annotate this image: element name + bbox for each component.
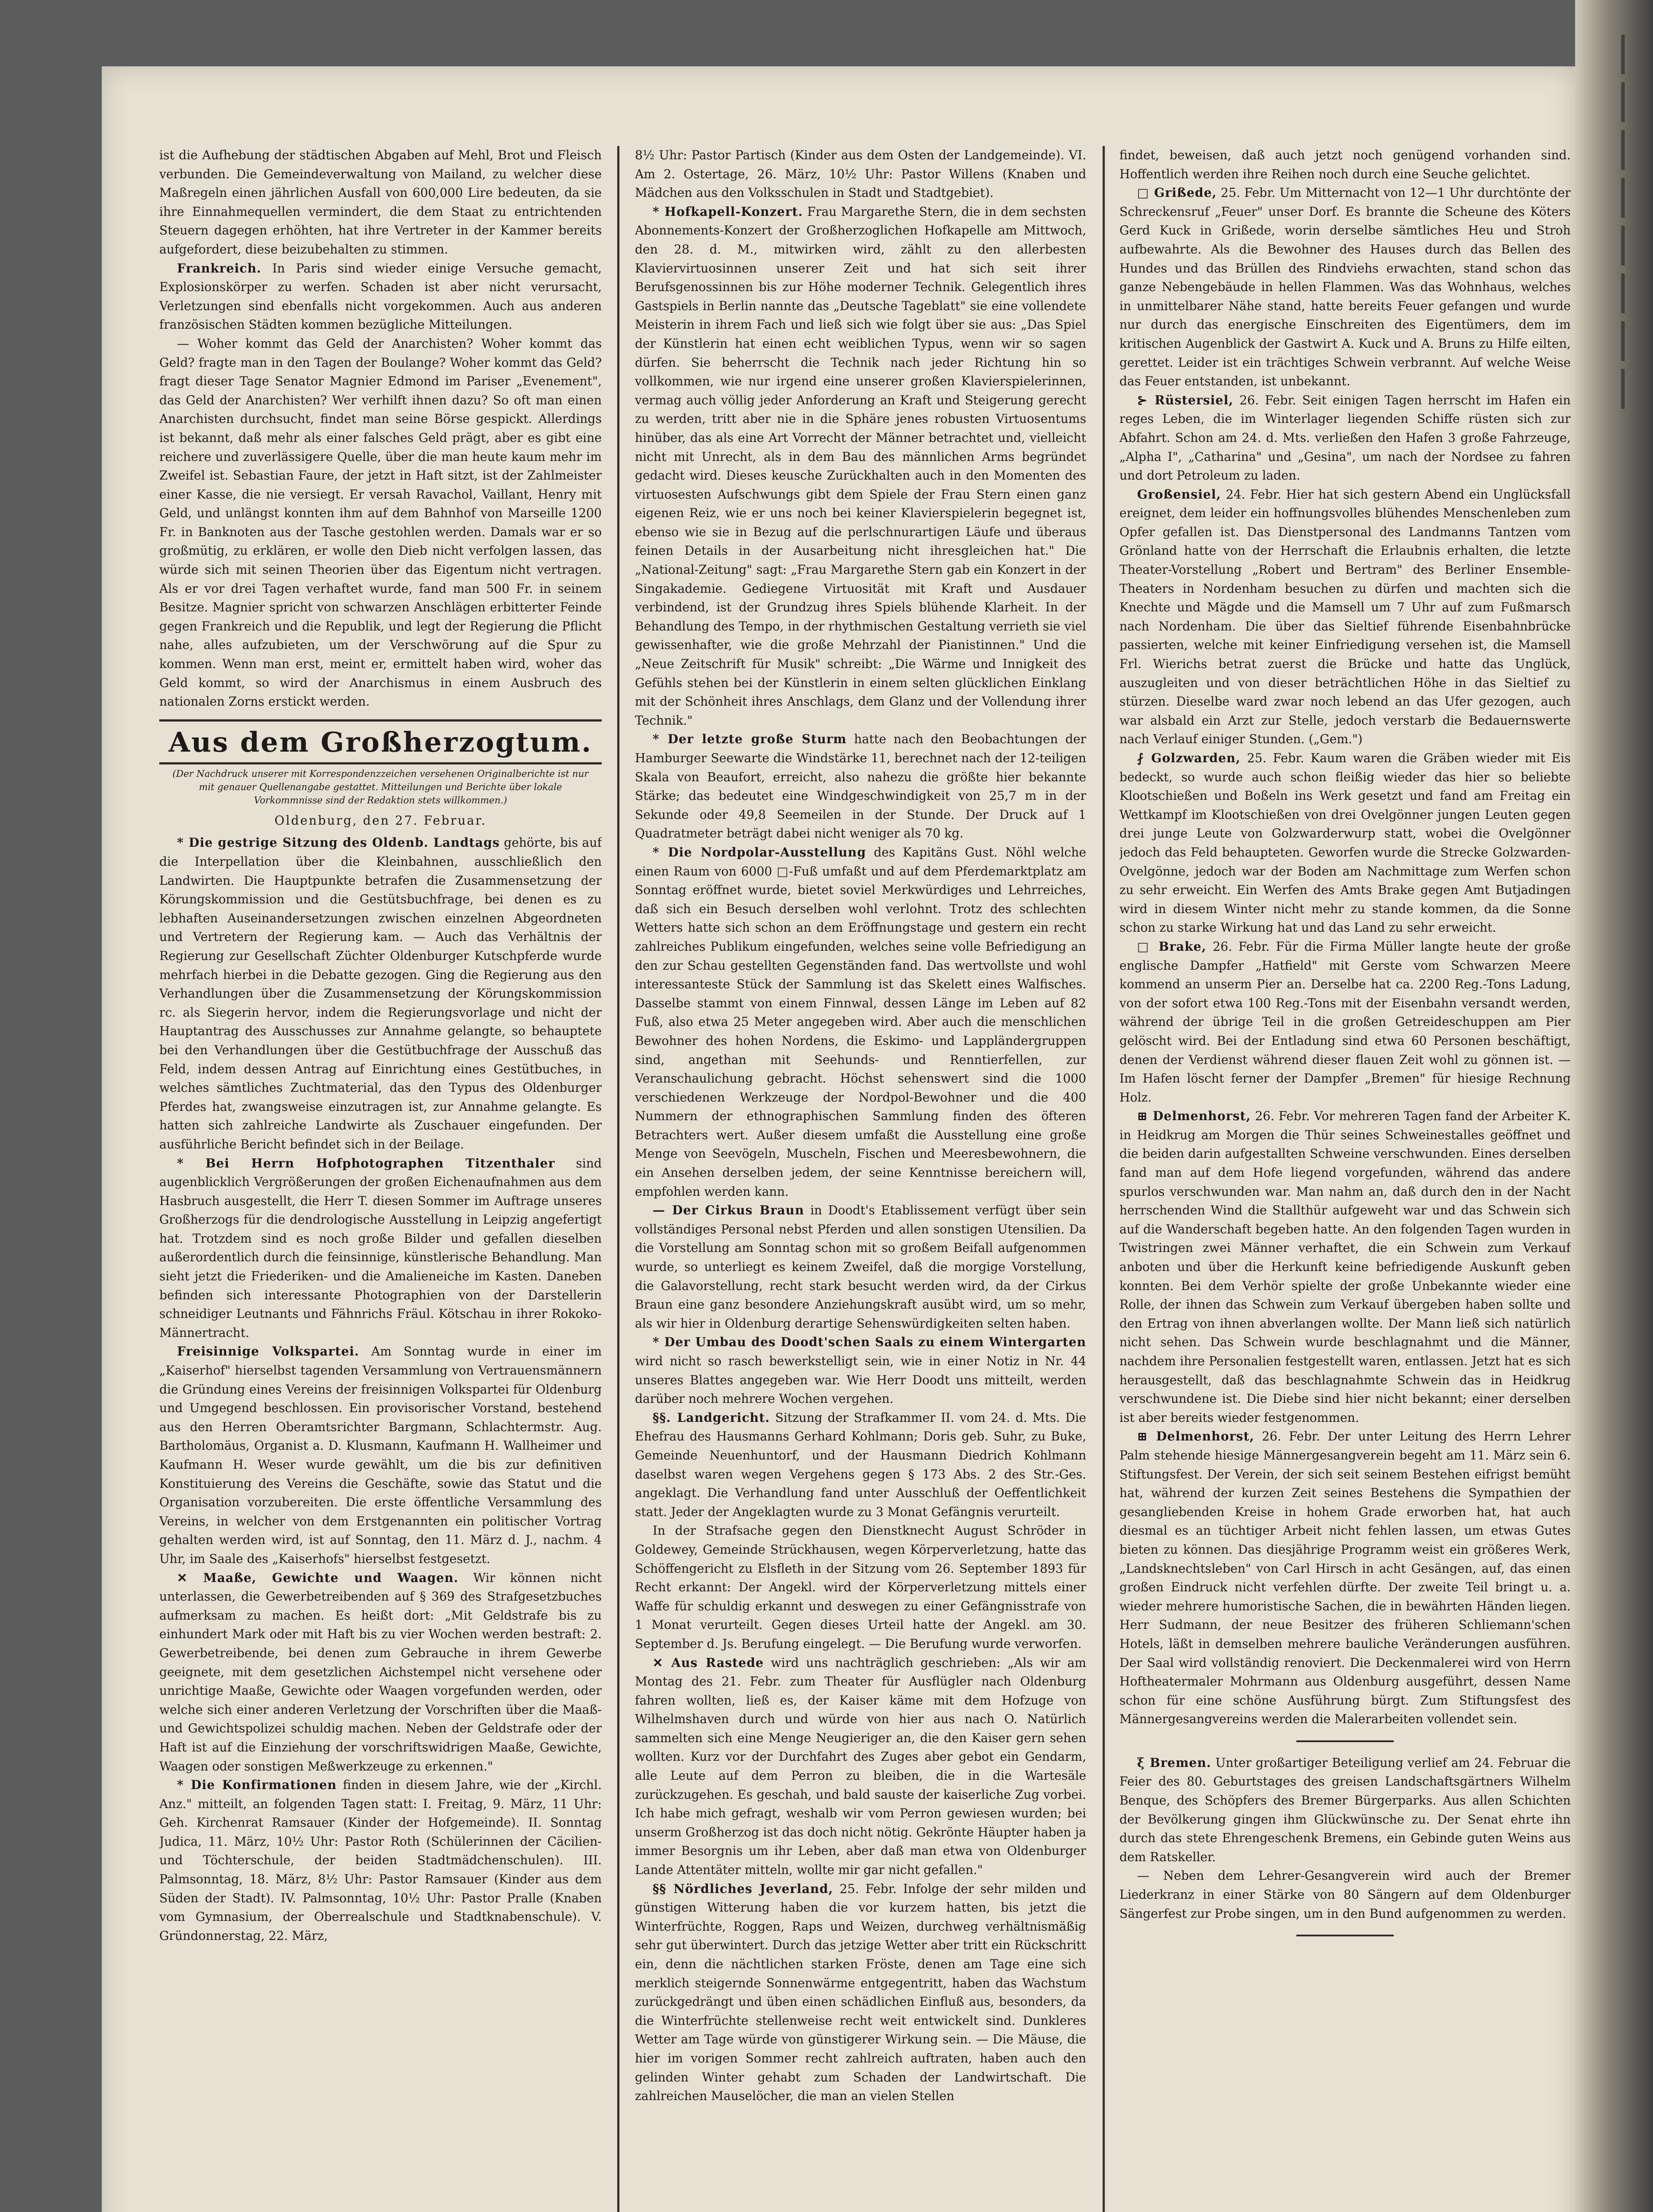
article-paragraph (159, 1776, 602, 1945)
article-heading: ✕ Aus Rastede (653, 1655, 764, 1670)
article-text: Unter großartiger Beteiligung verlief am 24. Februar die Feier des 80. Geburtstages des greisen Landschaftsgärtners Wilhelm Benque, des Schöpfers des Bremer Bürgerparks. Aus allen Schichten der Bevölkerung gingen ihm Glückwünsche zu. Der Senat ehrte ihn durch das stete Ehrengeschenk Bremens, ein Gebinde guten Weins aus dem Ratskeller. (1119, 1755, 1571, 1864)
article-text: Am Sonntag wurde in einer im „Kaiserhof" hierselbst tagenden Versammlung von Vertrauensmännern die Gründung eines Vereins der freisinnigen Volkspartei für Oldenburg und Umgegend beschlossen. Ein provisorischer Vorstand, bestehend aus den Herren Oberamtsrichter Bargmann, Schlachtermstr. Aug. Bartholomäus, Organist a. D. Klusmann, Kaufmann H. Wallheimer und Kaufmann H. Weser wurde gewählt, um die bis zur definitiven Konstituierung des Vereins die Geschäfte, sowie das Statut und die Organisation vorzubereiten. Die erste öffentliche Versammlung des Vereins, in welcher von dem Erstgenannten ein politischer Vortrag gehalten werden wird, ist auf Sonntag, den 11. März d. J., nachm. 4 Uhr, im Saale des „Kaiserhofs" hierselbst festgesetzt. (159, 1344, 602, 1566)
article-text: 26. Febr. Für die Firma Müller langte heute der große englische Dampfer „Hatfield" mit Gerste vom Schwarzen Meere kommend an unserm Pier an. Derselbe hat ca. 2200 Reg.-Tons Ladung, von der sofort etwa 100 Reg.-Tons mit der Eisenbahn versandt werden, während der übrige Teil in die großen Getreideschuppen am Pier gelöscht wird. Bei der Entladung sind etwa 60 Personen beschäftigt, denen der Verdienst während dieser flauen Zeit wohl zu gönnen ist. — Im Hafen löscht ferner der Dampfer „Bremen" für hiesige Rechnung Holz. (1119, 939, 1571, 1105)
article-heading: §§ Nördliches Jeverland, (653, 1881, 834, 1896)
article-heading: * Die Konfirmationen (177, 1778, 337, 1793)
article-heading: ⊞ Delmenhorst, (1137, 1429, 1254, 1444)
article-text: — Neben dem Lehrer-Gesangverein wird auch der Bremer Liederkranz in einer Stärke von 80 Sängern auf dem Oldenburger Sängerfest zur Probe singen, um in den Bund aufgenommen zu werden. (1119, 1868, 1571, 1921)
article-text: finden in diesem Jahre, wie der „Kirchl. Anz." mitteilt, an folgenden Tagen statt: I. Freitag, 9. März, 11 Uhr: Geh. Kirchenrat Ramsauer (Kinder der Hofgemeinde). II. Sonntag Judica, 11. März, 10½ Uhr: Pastor Roth (Schülerinnen der Cäcilien- und Töchterschule, der beiden Stadtmädchenschulen). III. Palmsonntag, 18. März, 8½ Uhr: Pastor Ramsauer (Kinder aus dem Süden der Stadt). IV. Palmsonntag, 10½ Uhr: Pastor Pralle (Knaben vom Gymnasium, der Oberrealschule und Stadtknabenschule). V. Gründonnerstag, 22. März, (159, 1778, 602, 1943)
article-heading: * Bei Herrn Hofphotographen Titzenthaler (177, 1156, 555, 1171)
article-text: in Doodt's Etablissement verfügt über sein vollständiges Personal nebst Pferden und allen sonstigen Utensilien. Da die Vorstellung am Sonntag schon mit so großem Beifall aufgenommen wurde, so unterliegt es keinem Zweifel, daß die morgige Vorstellung, die Galavorstellung, recht stark besucht werden wird, da der Cirkus Braun eine ganz besondere Anziehungskraft ausübt wird, um so mehr, als wir hier in Oldenburg derartige Sehenswürdigkeiten selten haben. (635, 1203, 1086, 1331)
newspaper-page (102, 66, 1575, 2212)
article-paragraph (635, 843, 1086, 1201)
article-text: ist die Aufhebung der städtischen Abgaben auf Mehl, Brot und Fleisch verbunden. Die Gemeindeverwaltung von Mailand, zu welcher diese Maßregeln einen jährlichen Ausfall von 600,000 Lire bedeuten, da sie ihre Einnahmequellen vermindert, die dem Staat zu entrichtenden Steuern dagegen erhöhten, hat ihre Vertreter in der Kammer bereits aufgefordert, diese beizubehalten zu stimmen. (159, 148, 602, 257)
short-divider (1296, 1935, 1394, 1936)
column-3 (1119, 146, 1571, 2212)
section-title: Aus dem Großherzogtum. (159, 719, 602, 764)
article-paragraph (1119, 391, 1571, 485)
article-paragraph (1119, 184, 1571, 391)
article-paragraph (159, 1342, 602, 1568)
article-text: In Paris sind wieder einige Versuche gemacht, Explosionskörper zu werfen. Schaden ist aber nicht verursacht, Verletzungen sind ebenfalls nicht vorgekommen. Auch aus anderen französischen Städten kommen bezügliche Mitteilungen. (159, 261, 602, 332)
article-text: des Kapitäns Gust. Nöhl welche einen Raum von 6000 □-Fuß umfaßt und auf dem Pferdemarktplatz am Sonntag eröffnet wurde, bietet soviel Merkwürdiges und Lehrreiches, daß sich ein Besuch derselben wohl verlohnt. Trotz des schlechten Wetters hatte sich schon an dem Eröffnungstage und gestern ein recht zahlreiches Publikum eingefunden, welches seine volle Befriedigung an den zur Schau gestellten Gegenständen fand. Das wertvollste und wohl interessanteste Stück der Sammlung ist das Skelett eines Walfisches. Dasselbe stammt von einem Finnwal, dessen Länge im Leben auf 82 Fuß, also etwa 25 Meter angegeben wird. Aber auch die menschlichen Bewohner des hohen Nordens, die Eskimo- und Lappländergruppen sind, angethan mit Seehunds- und Renntierfellen, zur Veranschaulichung gebracht. Höchst sehenswert sind die 1000 verschiedenen Werkzeuge der Nordpol-Bewohner und die 400 Nummern der ethnographischen Sammlung finden des öfteren Betrachters wert. Außer diesem umfaßt die Ausstellung eine große Menge von Seevögeln, Muscheln, Fischen und Meeresbewohnern, die ein Ansehen derselben jedem, der seine Kenntnisse bereichern will, empfohlen werden kann. (635, 845, 1086, 1199)
article-paragraph (1119, 485, 1571, 749)
article-text: hatte nach den Beobachtungen der Hamburger Seewarte die Windstärke 11, berechnet nach der 12-teiligen Skala von Beaufort, erreicht, also nahezu die größte hier bekannte Stärke; das bedeutet eine Windgeschwindigkeit von 25,7 m in der Sekunde oder 49,8 Seemeilen in der Stunde. Der Druck auf 1 Quadratmeter beträgt dabei nicht weniger als 70 kg. (635, 732, 1086, 841)
article-heading: ⊱ Rüstersiel, (1137, 392, 1234, 407)
article-text: sind augenblicklich Vergrößerungen der großen Eichenaufnahmen aus dem Hasbruch ausgestellt, die Herr T. diesen Sommer im Auftrage unseres Großherzogs für die dendrologische Ausstellung in Leipzig angefertigt hat. Trotzdem sind es noch große Bilder und gefallen dieselben außerordentlich durch die feinsinnige, künstlerische Behandlung. Man sieht jetzt die Friederiken- und die Amalieneiche im Kasten. Daneben befinden sich interessante Photographien von der Darstellerin schneidiger Leutnants und Fähnrichs Fräul. Kötschau in ihrer Rokoko-Männertracht. (159, 1156, 602, 1340)
article-text: Sitzung der Strafkammer II. vom 24. d. Mts. Die Ehefrau des Hausmanns Gerhard Kohlmann; Doris geb. Suhr, zu Buke, Gemeinde Neuenhuntorf, und der Hausmann Diedrich Kohlmann daselbst waren wegen Vergehens gegen § 173 Abs. 2 des Str.-Ges. angeklagt. Die Verhandlung fand unter Ausschluß der Oeffentlichkeit statt. Jeder der Angeklagten wurde zu 3 Monat Gefängnis verurteilt. (635, 1410, 1086, 1519)
article-paragraph (635, 1409, 1086, 1522)
article-paragraph (635, 1880, 1086, 2106)
article-text: wird nicht so rasch bewerkstelligt sein, wie in einer Notiz in Nr. 44 unseres Blattes angegeben war. Wie Herr Doodt uns mitteilt, werden darüber noch mehrere Wochen vergehen. (635, 1354, 1086, 1406)
article-text: wird uns nachträglich geschrieben: „Als wir am Montag des 21. Febr. zum Theater für Ausflügler nach Oldenburg fahren wollten, ließ es, der Kaiser käme mit dem Hofzuge von Wilhelmshaven durch und würde von hier aus nach O. Natürlich sammelten sich eine Menge Neugieriger an, die den Kaiser gern sehen wollten. Kurz vor der Durchfahrt des Zuges aber gebot ein Gendarm, alle Leute auf dem Perron zu bleiben, die in die Wartesäle zurückzugehen. Es geschah, und bald sauste der kaiserliche Zug vorbei. Ich habe mich gefragt, weshalb wir vom Perron gewiesen wurden; bei unserm Großherzog ist das doch nicht nötig. Gekrönte Häupter haben ja immer Besorgnis um ihr Leben, aber daß man etwa von Oldenburger Lande Attentäter mitteln, wollte mir gar nicht gefallen." (635, 1655, 1086, 1878)
article-heading: ⨏ Golzwarden, (1137, 751, 1241, 765)
article-text: Wir können nicht unterlassen, die Gewerbetreibenden auf § 369 des Strafgesetzbuches aufmerksam zu machen. Es heißt dort: „Mit Geldstrafe bis zu einhundert Mark oder mit Haft bis zu vier Wochen werden bestraft: 2. Gewerbetreibende, bei denen zum Gebrauche in ihrem Gewerbe geeignete, mit dem gesetzlichen Aichstempel nicht versehene oder unrichtige Maaße, Gewichte oder Waagen vorgefunden werden, oder welche sich einer anderen Verletzung der Vorschriften über die Maaß- und Gewichtspolizei schuldig machen. Neben der Geldstrafe oder der Haft ist auf die Einziehung der vorschriftswidrigen Maaße, Gewichte, Waagen oder sonstigen Meßwerkzeuge zu erkennen." (159, 1570, 602, 1774)
article-paragraph (159, 1569, 602, 1776)
article-heading: * Der letzte große Sturm (653, 732, 847, 747)
column-rule-right (1103, 146, 1105, 2212)
article-heading: ξ Bremen. (1137, 1755, 1211, 1770)
article-text: 26. Febr. Der unter Leitung des Herrn Lehrer Palm stehende hiesige Männergesangverein begeht am 11. März sein 6. Stiftungsfest. Der Verein, der sich seit seinem Bestehen eifrigst bemüht hat, während der kurzen Zeit seines Bestehens die Sympathien der gesangliebenden Kreise in hohem Grade erworben hat, hat auch diesmal es an tüchtiger Arbeit nicht fehlen lassen, um etwas Gutes bieten zu können. Das diesjährige Programm weist ein größeres Werk, „Landsknechtsleben" von Carl Hirsch in acht Gesängen, auf, das einen großen Eindruck nicht verfehlen dürfte. Der zweite Teil bringt u. a. wieder mehrere humoristische Sachen, die in bewährten Händen liegen. Herr Sudmann, der neue Besitzer des früheren Schliemann'schen Hotels, läßt in demselben mehrere bauliche Veränderungen ausführen. Der Saal wird vollständig renoviert. Die Deckenmalerei wird von Herrn Hoftheatermaler Mohrmann aus Oldenburg ausgeführt, dessen Name schon für eine schöne Ausführung bürgt. Zum Stiftungsfest des Männergesangvereins werden die Malerarbeiten vollendet sein. (1119, 1429, 1571, 1727)
article-paragraph (635, 1201, 1086, 1333)
article-heading: Frankreich. (177, 261, 261, 276)
article-paragraph (1119, 1107, 1571, 1427)
article-heading: Großensiel, (1137, 487, 1221, 502)
article-heading: * Hofkapell-Konzert. (653, 204, 803, 219)
article-heading: Freisinnige Volkspartei. (177, 1344, 359, 1359)
article-heading: ⊞ Delmenhorst, (1137, 1109, 1251, 1124)
column-1 (159, 146, 602, 2212)
short-divider (1296, 1740, 1394, 1742)
article-paragraph (635, 730, 1086, 843)
article-paragraph (635, 203, 1086, 730)
article-paragraph (635, 1333, 1086, 1408)
column-2 (635, 146, 1086, 2212)
article-text: gehörte, bis auf die Interpellation über die Kleinbahnen, ausschließlich den Landwirten. Die Hauptpunkte betrafen die Zusammensetzung der Körungskommission und die Gestütsbuchfrage, bei denen es zu lebhaften Auseinandersetzungen zwischen einzelnen Abgeordneten und Vertretern der Regierung kam. — Auch das Verhältnis der Regierung zur Gesellschaft Züchter Oldenburger Kutschpferde wurde mehrfach hierbei in die Debatte gezogen. Ging die Regierung aus den Verhandlungen über die Zusammensetzung der Körungskommission rc. als Siegerin hervor, indem die Regierungsvorlage und nicht der Hauptantrag des Ausschusses zur Annahme gelangte, so behauptete bei den Verhandlungen über die Gestütbuchfrage der Ausschuß das Feld, indem dessen Antrag auf Einrichtung eines Gestütbuches, in welches sämtliches Zuchtmaterial, das den Typus des Oldenburger Pferdes hat, zwangsweise einzutragen ist, zur Annahme gelangte. Es hatten sich zahlreiche Landwirte als Zuschauer eingefunden. Der ausführliche Bericht befindet sich in der Beilage. (159, 835, 602, 1152)
article-text: 26. Febr. Vor mehreren Tagen fand der Arbeiter K. in Heidkrug am Morgen die Thür seines Schweinestalles geöffnet und die beiden darin aufgestallten Schweine verschwunden. Eines derselben fand man auf dem Hofe liegend vorgefunden, während das andere spurlos verschwunden war. Man nahm an, daß durch den in der Nacht herrschenden Wind die Stallthür aufgeweht war und das Schwein sich auf die Wanderschaft begeben hatte. An den folgenden Tagen wurden in Twistringen zwei Männer verhaftet, die ein Schwein zum Verkauf anboten und über die Herkunft keine befriedigende Auskunft geben konnten. Bei dem Verhör spielte der große Unbekannte wieder eine Rolle, der ihnen das Schwein zum Verkauf übergeben haben sollte und den Ertrag von ihnen abverlangen wollte. Der Mann ließ sich natürlich nicht sehen. Das Schwein wurde beschlagnahmt und die Männer, nachdem ihre Personalien festgestellt waren, entlassen. Jetzt hat es sich herausgestellt, daß das beschlagnahmte Schwein das in Heidkrug verschwundene ist. Die Diebe sind hier nicht bekannt; einer derselben ist aber bereits wieder festgenommen. (1119, 1109, 1571, 1425)
article-text: 26. Febr. Seit einigen Tagen herrscht im Hafen ein reges Leben, die im Winterlager liegenden Schiffe rüsten sich zur Abfahrt. Schon am 24. d. Mts. verließen den Hafen 3 große Fahrzeuge, „Alpha I", „Catharina" und „Gesina", um nach der Nordsee zu fahren und dort Petroleum zu laden. (1119, 392, 1571, 483)
article-text: In der Strafsache gegen den Dienstknecht August Schröder in Goldewey, Gemeinde Strückhausen, wegen Körperverletzung, hatte das Schöffengericht zu Elsfleth in der Sitzung vom 26. September 1893 für Recht erkannt: Der Angekl. wird der Körperverletzung mittels einer Waffe für schuldig erkannt und deswegen zu einer Gefängnisstrafe von 1 Monat verurteilt. Gegen dieses Urteil hatte der Angekl. am 30. September d. Js. Berufung eingelegt. — Die Berufung wurde verworfen. (635, 1523, 1086, 1651)
dateline: Oldenburg, den 27. Februar. (274, 813, 487, 828)
column-rule-left (617, 146, 619, 2212)
article-paragraph (159, 833, 602, 1154)
article-text: — Woher kommt das Geld der Anarchisten? Woher kommt das Geld? fragte man in den Tagen der Boulange? Woher kommt das Geld? fragt dieser Tage Senator Magnier Edmond im Pariser „Evenement", das Geld der Anarchisten? Wer verhilft ihnen dazu? So oft man einen Anarchisten durchsucht, findet man seine Börse gespickt. Allerdings ist bekannt, daß mehr als einer falsches Geld prägt, aber es gibt eine reichere und zuverlässigere Quelle, über die man heute kaum mehr im Zweifel ist. Sebastian Faure, der jetzt in Haft sitzt, ist der Zahlmeister einer Kasse, die nie versiegt. Er versah Ravachol, Vaillant, Henry mit Geld, und unlängst konnten ihm auf dem Bahnhof von Marseille 1200 Fr. in Banknoten aus der Tasche gestohlen werden. Damals war er so großmütig, zu erklären, er wolle den Dieb nicht verfolgen lassen, das würde sich mit seinen Theorien über das Eigentum nicht vertragen. Als er vor drei Tagen verhaftet wurde, fand man 500 Fr. in seinem Besitze. Magnier spricht von schwarzen Anschlägen erbitterter Feinde gegen Frankreich und die Republik, und legt der Regierung die Pflicht nahe, alles aufzubieten, um der Verschwörung auf die Spur zu kommen. Wenn man erst, meint er, ermittelt haben wird, woher das Geld kommt, so wird der Anarchismus in einem Ausbruch des nationalen Zorns erstickt werden. (159, 336, 602, 709)
article-paragraph (1119, 749, 1571, 937)
article-paragraph (159, 1154, 602, 1343)
adjacent-page-strip (1593, 27, 1628, 2212)
article-heading: §§. Landgericht. (653, 1410, 770, 1425)
article-heading: □ Brake, (1137, 939, 1207, 954)
article-text: 8½ Uhr: Pastor Partisch (Kinder aus dem Osten der Landgemeinde). VI. Am 2. Ostertage, 26. März, 10½ Uhr: Pastor Willens (Knaben und Mädchen aus den Volksschulen in Stadt und Stadtgebiet). (635, 148, 1086, 200)
article-heading: □ Grißede, (1137, 185, 1217, 200)
article-text: 25. Febr. Um Mitternacht von 12—1 Uhr durchtönte der Schreckensruf „Feuer" unser Dorf. Es brannte die Scheune des Köters Gerd Kuck in Grißede, worin derselbe sämtliches Heu und Stroh aufbewahrte. Als die Bewohner des Hauses durch das Bellen des Hundes und das Brüllen des Rindviehs erwachten, stand schon das ganze Nebengebäude in hellen Flammen. Was das Wohnhaus, welches in unmittelbarer Nähe stand, hatte bereits Feuer gefangen und wurde nur durch das energische Einschreiten des Eigentümers, dem im kritischen Augenblick der Gastwirt A. Kuck und A. Bruns zu Hilfe eilten, gerettet. Leider ist ein trächtiges Schwein verbrannt. Auf welche Weise das Feuer entstanden, ist unbekannt. (1119, 185, 1571, 389)
article-paragraph (1119, 937, 1571, 1107)
article-heading: — Der Cirkus Braun (653, 1203, 804, 1218)
article-heading: * Der Umbau des Doodt'schen Saals zu einem Wintergarten (653, 1335, 1086, 1350)
article-heading: * Die gestrige Sitzung des Oldenb. Landtags (177, 835, 500, 850)
article-text: 25. Febr. Infolge der sehr milden und günstigen Witterung haben die vor kurzem hatten, bis jetzt die Winterfrüchte, Roggen, Raps und Weizen, durchweg verhältnismäßig sehr gut überwintert. Durch das jetzige Wetter aber tritt ein Rückschritt ein, denn die nächtlichen starken Fröste, denen am Tage eine sich merklich steigernde Sonnenwärme entgegentritt, haben das Wachstum zurückgedrängt und üben einen schädlichen Einfluß aus, besonders, da die Winterfrüchte stellenweise recht weit entwickelt sind. Dunkleres Wetter am Tage würde von günstigerer Wirkung sein. — Die Mäuse, die hier im vorigen Sommer recht zahlreich auftraten, haben auch den gelinden Winter gehabt zum Schaden der Landwirtschaft. Die zahlreichen Mauselöcher, die man an vielen Stellen (635, 1881, 1086, 2104)
article-text: Frau Margarethe Stern, die in dem sechsten Abonnements-Konzert der Großherzoglichen Hofkapelle am Mittwoch, den 28. d. M., mitwirken wird, zählt zu den allerbesten Klaviervirtuosinnen unserer Zeit und hat sich seit ihrer Berufsgenossinnen bis zur Höhe moderner Technik. Gelegentlich ihres Gastspiels in Berlin nannte das „Deutsche Tageblatt" sie eine vollendete Meisterin in ihrem Fach und ließ sich wie folgt über sie aus: „Das Spiel der Künstlerin hat einen echt weiblichen Typus, wenn wir so sagen dürfen. Sie beherrscht die Technik nach jeder Richtung hin so vollkommen, wie nur irgend eine unserer großen Klavierspielerinnen, vermag auch völlig jeder Anforderung an Kraft und Steigerung gerecht zu werden, tritt aber nie in die Sphäre jenes robusten Virtuosentums hinüber, das als eine Art Vorrecht der Männer betrachtet und, vielleicht nicht mit Unrecht, als in dem Bau des männlichen Arms begründet gedacht wird. Dieses keusche Zurückhalten auch in den Momenten des virtuosesten Aufschwungs gibt dem Spiele der Frau Stern einen ganz eigenen Reiz, wie er uns noch bei keiner Klavierspielerin begegnet ist, ebenso wie sie in Bezug auf die perlschnurartigen Läufe und überaus feinen Details in der Ausarbeitung nicht ihresgleichen hat." Die „National-Zeitung" sagt: „Frau Margarethe Stern gab ein Konzert in der Singakademie. Gediegene Virtuosität mit Kraft und Ausdauer verbindend, ist der Grundzug ihres Spiels blühende Klarheit. In der Behandlung des Tempo, in der rhythmischen Gestaltung verrieth sie viel gewissenhafter, wie die große Mehrzahl der Pianistinnen." Und die „Neue Zeitschrift für Musik" schreibt: „Die Wärme und Innigkeit des Gefühls stehen bei der Künstlerin in einem selten glücklichen Einklang mit der Schönheit ihres Anschlags, dem Glanz und der Vollendung ihrer Technik." (635, 204, 1086, 728)
article-heading: * Die Nordpolar-Ausstellung (653, 845, 866, 860)
article-paragraph (1119, 1754, 1571, 1867)
article-text: 24. Febr. Hier hat sich gestern Abend ein Unglücksfall ereignet, dem leider ein hoffnungsvolles blühendes Menschenleben zum Opfer gefallen ist. Das Dienstpersonal des Landmanns Tantzen vom Grönland hatte von der Herrschaft die Erlaubnis erhalten, die letzte Theater-Vorstellung „Robert und Bertram" des Berliner Ensemble-Theaters in Nordenham besuchen zu dürfen und machten sich die Knechte und Mägde und die Mamsell um 7 Uhr auf zum Fußmarsch nach Nordenham. Die über das Sieltief führende Eisenbahnbrücke passierten, welche mit keiner Einfriedigung versehen ist, die Mamsell Frl. Wierichs betrat zuerst die Brücke und hatte das Unglück, auszugleiten und von dieser beträchtlichen Höhe in das Sieltief zu stürzen. Dieselbe ward zwar noch lebend an das Ufer gezogen, auch war alsbald ein Arzt zur Stelle, jedoch verstarb die Bedauernswerte nach Verlauf einiger Stunden. („Gem.") (1119, 487, 1571, 747)
article-paragraph (159, 259, 602, 334)
section-note: (Der Nachdruck unserer mit Korrespondenzzeichen versehenen Originalberichte ist nur mit genauer Quellenangabe gestattet. Mitteilungen und Berichte über lokale Vorkommnisse sind der Redaktion stets willkommen.) (172, 768, 589, 806)
article-paragraph (1119, 1427, 1571, 1729)
article-paragraph (635, 1654, 1086, 1880)
article-text: findet, beweisen, daß auch jetzt noch genügend vorhanden sind. Hoffentlich werden ihre Reihen noch durch eine Seuche gelichtet. (1119, 148, 1571, 181)
article-heading: ✕ Maaße, Gewichte und Waagen. (177, 1570, 459, 1585)
article-text: 25. Febr. Kaum waren die Gräben wieder mit Eis bedeckt, so wurde auch schon fleißig wieder das hier so beliebte Klootschießen und Boßeln ins Werk gesetzt und fand am Freitag ein Wettkampf im Klootschießen von drei Ovelgönner jungen Leuten gegen drei junge Leute von Golzwarderwurp statt, wobei die Ovelgönner jedoch das Feld behaupteten. Geworfen wurde die Strecke Golzwarden-Ovelgönne, jedoch war der Boden am Nachmittage zum Werfen schon zu sehr erweicht. Ein Werfen des Amts Brake gegen Amt Butjadingen wird in diesem Winter nicht mehr zu stande kommen, da die Sonne schon zu starke Wirkung hat und das Land zu sehr erweicht. (1119, 751, 1571, 935)
